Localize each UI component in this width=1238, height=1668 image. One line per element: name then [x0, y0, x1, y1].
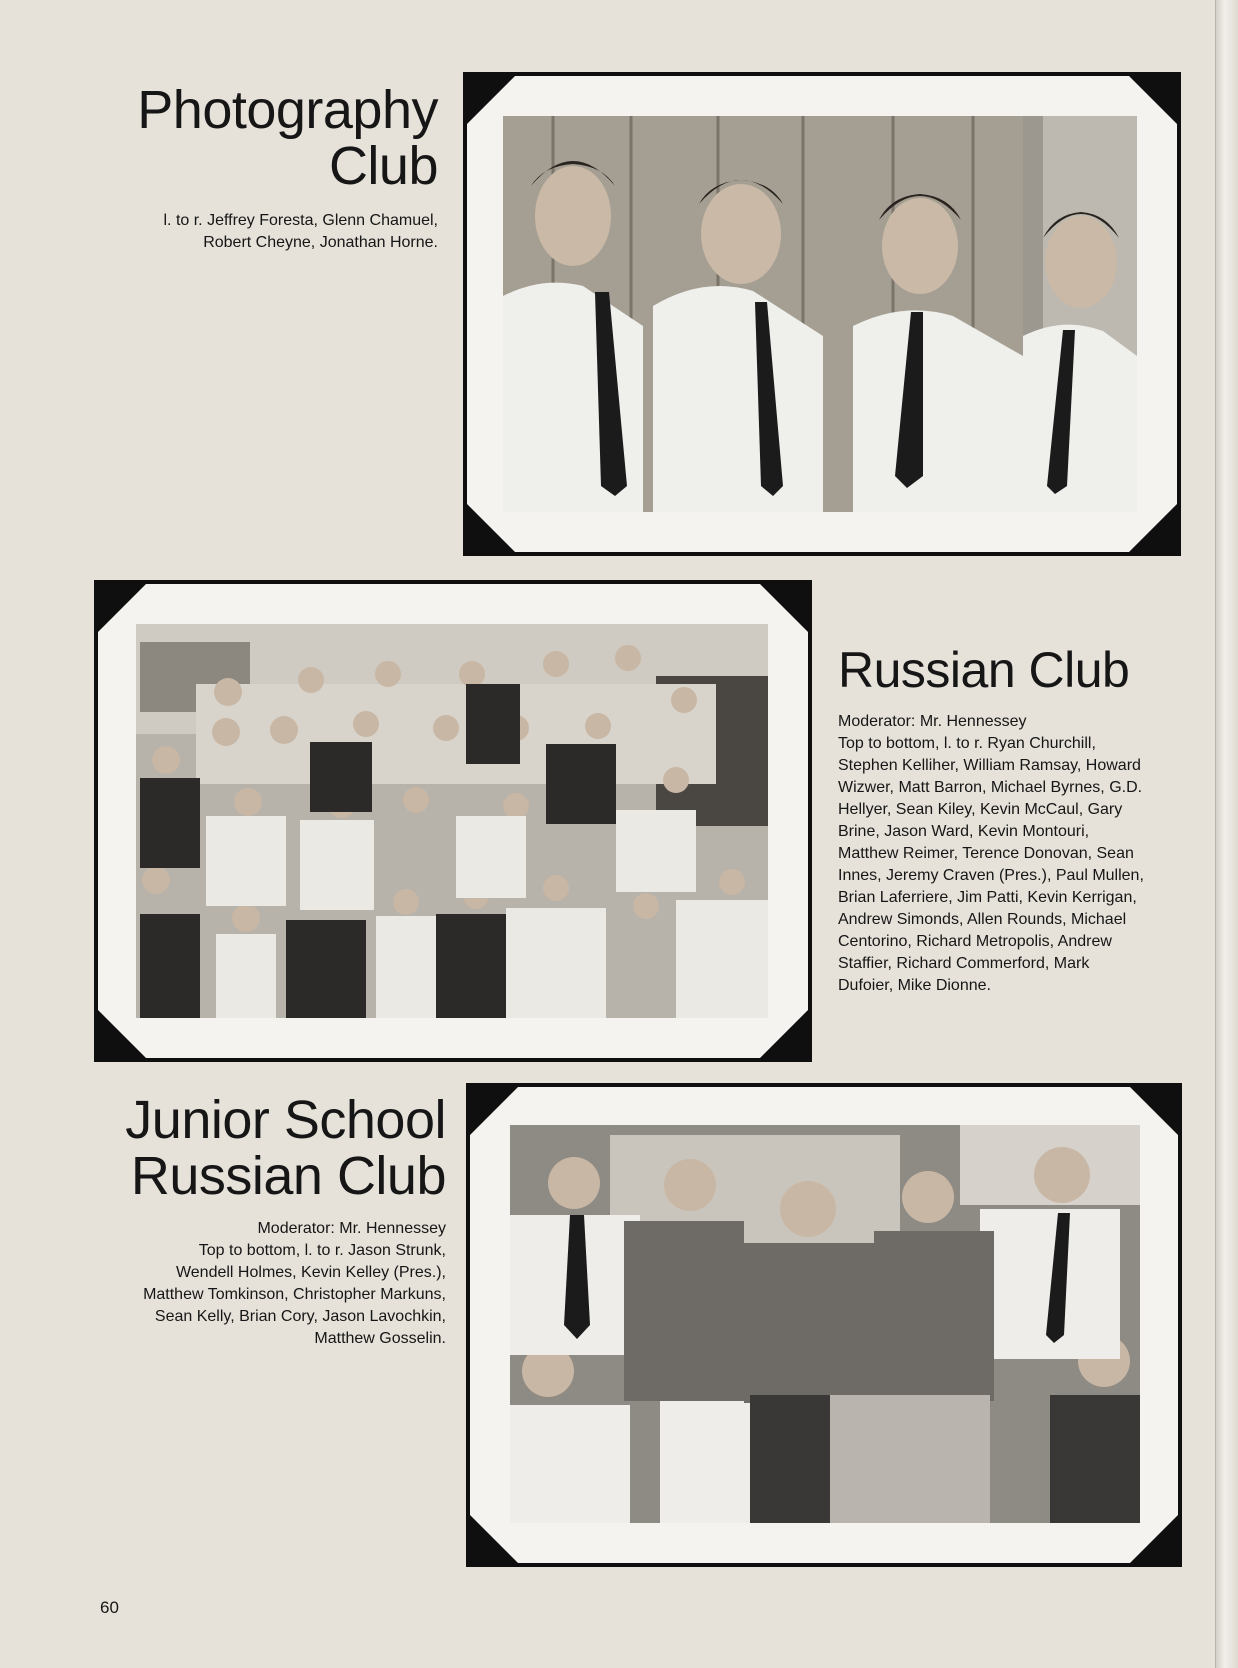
caption-line: Top to bottom, l. to r. Jason Strunk,: [198, 1242, 446, 1259]
russian-club-photo: [136, 624, 768, 1018]
page-number: 60: [100, 1598, 119, 1617]
caption-line: Matthew Reimer, Terence Donovan, Sean: [838, 845, 1134, 862]
caption-line: Staffier, Richard Commerford, Mark: [838, 955, 1090, 972]
photography-club-photo-frame: [463, 72, 1181, 556]
caption-line: Brian Laferriere, Jim Patti, Kevin Kerrigan,: [838, 889, 1137, 906]
page-edge: [1215, 0, 1238, 1668]
caption-line: Stephen Kelliher, William Ramsay, Howard: [838, 757, 1141, 774]
caption-line: Moderator: Mr. Hennessey: [257, 1220, 446, 1237]
caption-line: Dufoier, Mike Dionne.: [838, 977, 991, 994]
caption-line: Innes, Jeremy Craven (Pres.), Paul Mullen,: [838, 867, 1144, 884]
caption-line: Wendell Holmes, Kevin Kelley (Pres.),: [175, 1264, 446, 1281]
caption-line: Robert Cheyne, Jonathan Horne.: [203, 234, 438, 251]
caption-line: Sean Kelly, Brian Cory, Jason Lavochkin,: [154, 1308, 446, 1325]
russian-club-title: [838, 642, 1129, 698]
photo-corner: [756, 580, 812, 636]
title-line: Photography: [137, 80, 438, 140]
photo-corner: [463, 500, 519, 556]
caption-line: Moderator: Mr. Hennessey: [838, 713, 1027, 730]
caption-line: Wizwer, Matt Barron, Michael Byrnes, G.D.: [838, 779, 1143, 796]
photography-club-caption: [164, 210, 439, 254]
caption-line: Brine, Jason Ward, Kevin Montouri,: [838, 823, 1090, 840]
photography-club-photo: [503, 116, 1137, 512]
photography-club-title: [137, 82, 438, 194]
photo-corner: [94, 1006, 150, 1062]
caption-line: Matthew Tomkinson, Christopher Markuns,: [143, 1286, 446, 1303]
photo-corner: [1125, 72, 1181, 128]
caption-line: l. to r. Jeffrey Foresta, Glenn Chamuel,: [163, 212, 438, 229]
photo-corner: [94, 580, 150, 636]
caption-line: Top to bottom, l. to r. Ryan Churchill,: [838, 735, 1096, 752]
junior-school-russian-club-photo-frame: [466, 1083, 1182, 1567]
caption-line: Hellyer, Sean Kiley, Kevin McCaul, Gary: [838, 801, 1123, 818]
junior-school-russian-club-caption: [143, 1218, 446, 1350]
russian-club-caption: [838, 711, 1144, 997]
caption-line: Centorino, Richard Metropolis, Andrew: [838, 933, 1112, 950]
junior-school-russian-club-title: [125, 1092, 446, 1204]
photo-corner: [466, 1083, 522, 1139]
title-line: Russian Club: [838, 642, 1130, 698]
photo-corner: [1126, 1511, 1182, 1567]
title-line: Russian Club: [130, 1146, 446, 1206]
caption-line: Andrew Simonds, Allen Rounds, Michael: [838, 911, 1127, 928]
russian-club-photo-frame: [94, 580, 812, 1062]
caption-line: Matthew Gosselin.: [314, 1330, 446, 1347]
junior-school-russian-club-photo: [510, 1125, 1140, 1523]
photo-corner: [1126, 1083, 1182, 1139]
photo-corner: [463, 72, 519, 128]
photo-corner: [1125, 500, 1181, 556]
photo-corner: [756, 1006, 812, 1062]
photo-corner: [466, 1511, 522, 1567]
title-line: Club: [328, 136, 438, 196]
title-line: Junior School: [125, 1090, 446, 1150]
